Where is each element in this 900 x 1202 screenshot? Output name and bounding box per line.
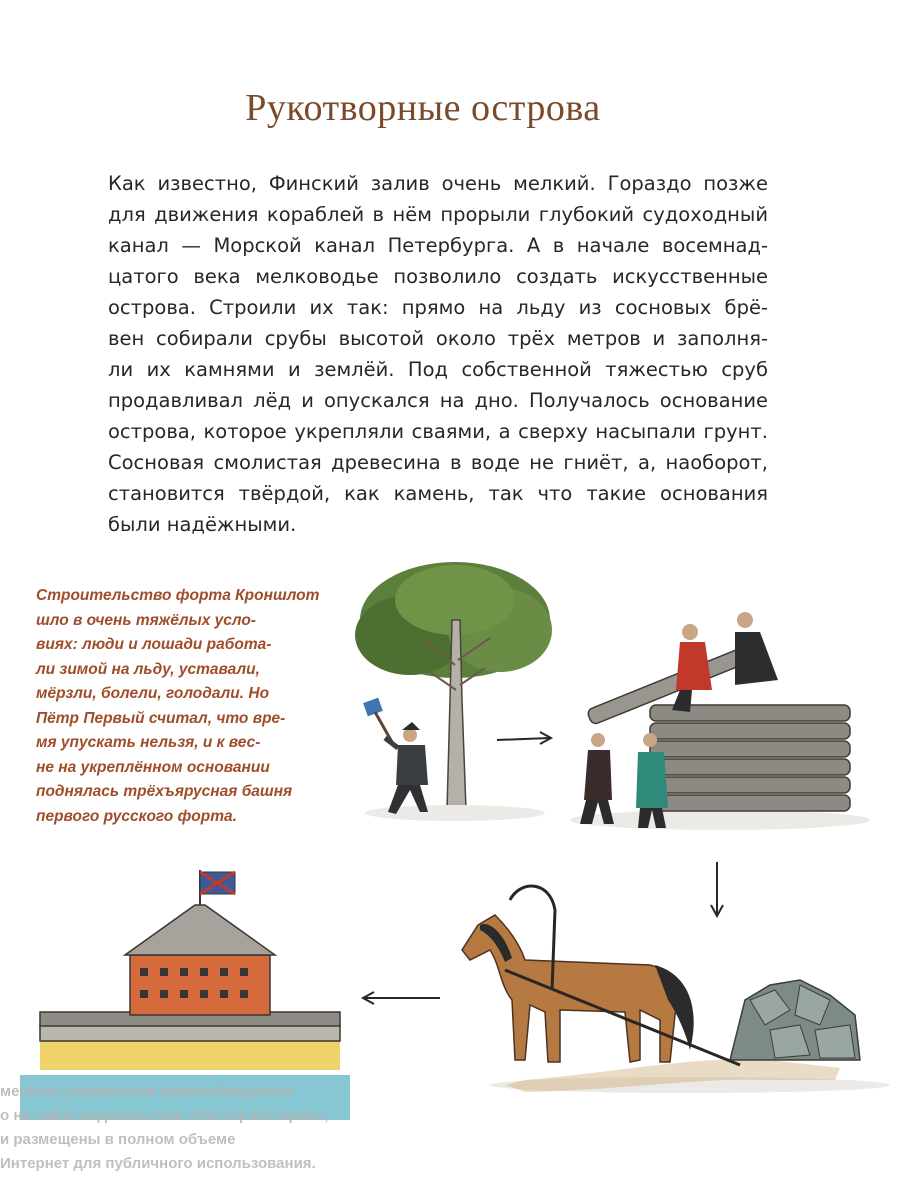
body-line: цатого века мелководье позволило создать искусственные — [108, 265, 768, 288]
body-line: вен собирали срубы высотой около трёх метров и заполня- — [108, 327, 768, 350]
watermark-line: менного разрешения правообладателя — [0, 1083, 294, 1100]
woodcutter-figure — [363, 698, 428, 814]
body-line: были надёжными. — [108, 513, 297, 536]
illustration-caption — [36, 584, 340, 829]
body-paragraph — [108, 168, 768, 540]
caption-line: виях: люди и лошади работа- — [36, 636, 272, 653]
watermark-line: Интернет для публичного использования. — [0, 1155, 316, 1172]
body-line: острова, которое укрепляли сваями, а сверху насыпали грунт. — [108, 420, 768, 443]
arrow-right-icon — [497, 732, 551, 744]
caption-line: мя упускать нельзя, и к вес- — [36, 734, 261, 751]
body-line: Как известно, Финский залив очень мелкий. Гораздо позже — [108, 172, 768, 195]
caption-line: Строительство форта Кроншлот — [36, 587, 320, 604]
rocks-pile-image — [730, 980, 860, 1060]
body-line: становится твёрдой, как камень, так что такие основания — [108, 482, 768, 505]
page-title: Рукотворные острова — [245, 87, 601, 129]
arrow-left-icon — [363, 992, 440, 1004]
body-line: продавливал лёд и опускался на дно. Получалось основание — [108, 389, 768, 412]
caption-line: мёрзли, болели, голодали. Но — [36, 685, 270, 702]
watermark-line: и размещены в полном объеме — [0, 1131, 236, 1148]
arrow-down-icon — [711, 862, 723, 916]
caption-line: шло в очень тяжёлых усло- — [36, 611, 256, 629]
watermark-text — [0, 1080, 380, 1176]
body-line: Сосновая смолистая древесина в воде не гниёт, а, наоборот, — [108, 451, 768, 474]
watermark-line: о на сайте издательства «Нестор-История», — [0, 1107, 329, 1124]
pine-tree-image — [355, 562, 552, 821]
caption-line: Пётр Первый считал, что вре- — [36, 709, 286, 727]
caption-line: первого русского форта. — [36, 807, 237, 825]
log-crib-image — [570, 643, 870, 830]
body-line: ли их камнями и землёй. Под собственной тяжестью сруб — [108, 358, 768, 381]
body-line: для движения кораблей в нём прорыли глубокий судоходный — [108, 203, 768, 226]
body-line: канал — Морской канал Петербурга. А в начале восемнад- — [108, 234, 768, 257]
horse-sledge-image — [462, 886, 890, 1093]
caption-line: не на укреплённом основании — [36, 758, 270, 776]
caption-line: ли зимой на льду, уставали, — [36, 660, 260, 678]
body-line: острова. Строили их так: прямо на льду из сосновых брё- — [108, 296, 768, 319]
caption-line: поднялась трёхъярусная башня — [36, 783, 293, 800]
